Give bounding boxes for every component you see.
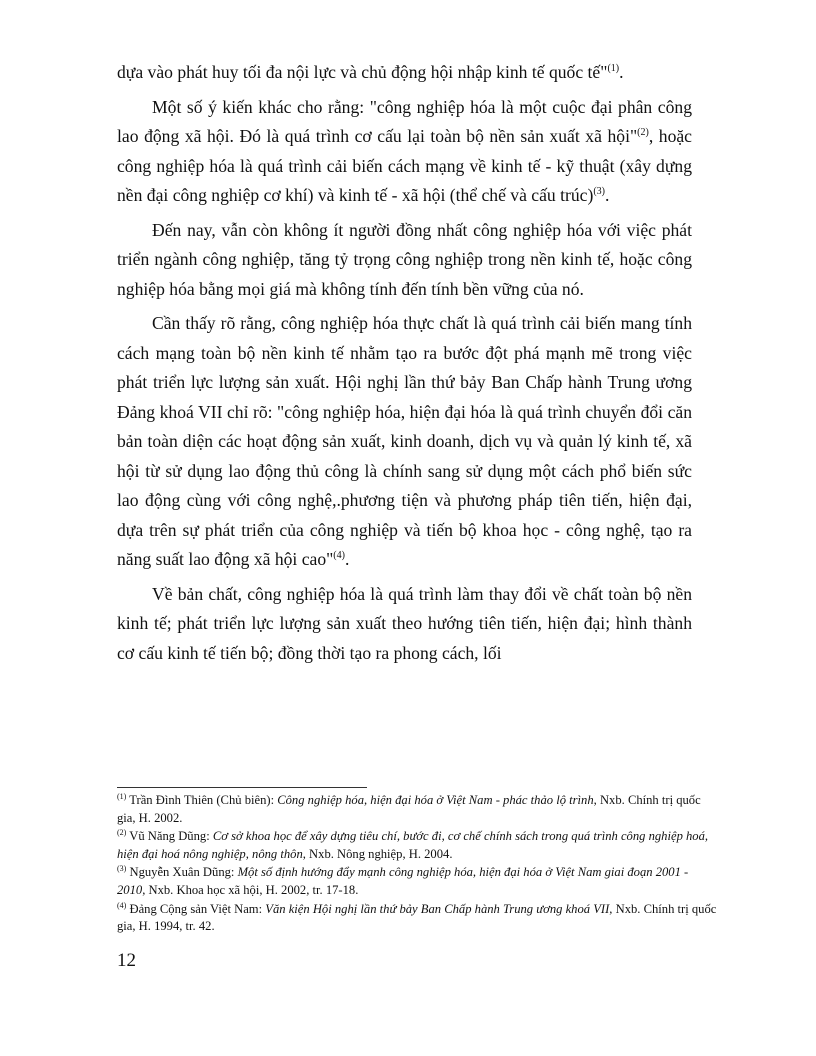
paragraph-3: Đến nay, vẫn còn không ít người đồng nhất công nghiệp hóa với việc phát triển ngành công nghiệp, tăng tỷ trọng công nghiệp trong nền kinh tế, hoặc công nghiệp hóa bằng mọi giá mà không tính đến tính bền vững của nó. <box>117 219 692 299</box>
footnote-3: $^{(3)}$ Nguyễn Xuân Dũng: Một số định hướng đẩy mạnh công nghiệp hóa, hiện đại hóa ở Việt Nam giai đoạn 2001 - 2010, Nxb. Khoa học xã hội, H. 2002, tr. 17-18. <box>117 864 689 897</box>
body-text <box>117 58 692 673</box>
footnote-ref-1: (1) <box>607 63 620 75</box>
footnote-2: $^{(2)}$ Vũ Năng Dũng: Cơ sở khoa học để xây dựng tiêu chí, bước đi, cơ chế chính sách trong quá trình công nghiệp hoá, hiện đại hoá nông nghiệp, nông thôn, Nxb. Nông nghiệp, H. 2004. <box>117 828 709 861</box>
footnote-ref-3: (3) <box>593 186 606 198</box>
footnote-1: $^{(1)}$ Trần Đình Thiên (Chủ biên): Công nghiệp hóa, hiện đại hóa ở Việt Nam - phác thảo lộ trình, Nxb. Chính trị quốc gia, H. 2002. <box>117 791 701 825</box>
footnote-4: $^{(4)}$ Đảng Cộng sản Việt Nam: Văn kiện Hội nghị lần thứ bảy Ban Chấp hành Trung ương khoá VII, Nxb. Chính trị quốc gia, H. 1994, tr. 42. <box>117 900 717 934</box>
paragraph-5: Về bản chất, công nghiệp hóa là quá trình làm thay đổi về chất toàn bộ nền kinh tế; phát triển lực lượng sản xuất theo hướng tiên tiến, hiện đại; hình thành cơ cấu kinh tế tiến bộ; đồng thời tạo ra phong cách, lối <box>117 583 692 663</box>
paragraph-2: Một số ý kiến khác cho rằng: "công nghiệp hóa là một cuộc đại phân công lao động xã hội. Đó là quá trình cơ cấu lại toàn bộ nền sản xuất xã hội"$^{(2)}$, hoặc công nghiệp hóa là quá trình cải biến cách mạng về kinh tế - kỹ thuật (xây dựng nền đại công nghiệp cơ khí) và kinh tế - xã hội (thể chế và cấu trúc)$^{(3)}$. <box>117 96 692 205</box>
footnotes <box>117 792 717 937</box>
paragraph-1: dựa vào phát huy tối đa nội lực và chủ động hội nhập kinh tế quốc tế"$^{(1)}$. <box>117 62 624 82</box>
footnote-ref-4: (4) <box>333 550 345 562</box>
footnote-divider <box>117 787 367 788</box>
paragraph-4: Cần thấy rõ rằng, công nghiệp hóa thực chất là quá trình cải biến mang tính cách mạng toàn bộ nền kinh tế nhằm tạo ra bước đột phá mạnh mẽ trong việc phát triển lực lượng sản xuất. Hội nghị lần thứ bảy Ban Chấp hành Trung ương Đảng khoá VII chỉ rõ: "công nghiệp hóa, hiện đại hóa là quá trình chuyển đổi căn bản toàn diện các hoạt động sản xuất, kinh doanh, dịch vụ và quản lý kinh tế, xã hội từ sử dụng lao động thủ công là chính sang sử dụng một cách phổ biến sức lao động cùng với công nghệ,.phương tiện và phương pháp tiên tiến, hiện đại, dựa trên sự phát triển của công nghiệp và tiến bộ khoa học - công nghệ, tạo ra năng suất lao động xã hội cao"$^{(4)}$. <box>117 313 692 569</box>
footnote-ref-2: (2) <box>637 127 649 139</box>
page-number: 12 <box>117 950 136 971</box>
